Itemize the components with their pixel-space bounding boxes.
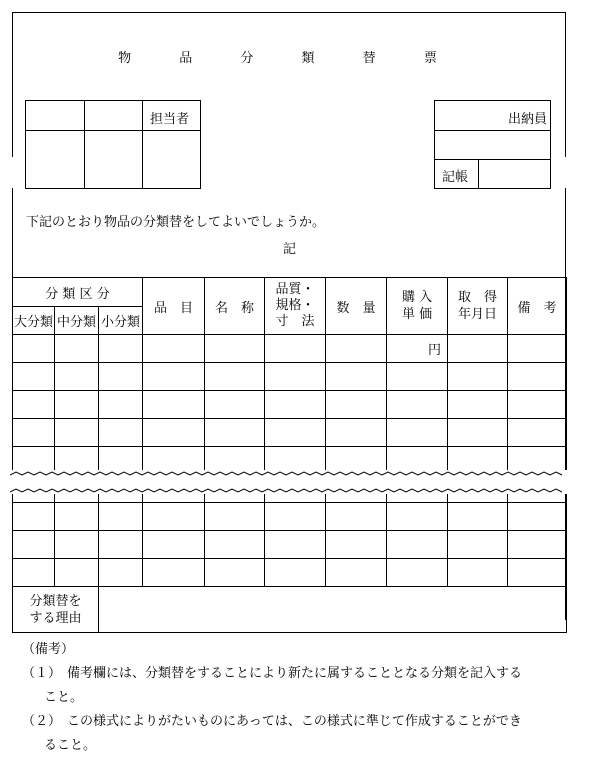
ki-label: 記 (283, 242, 297, 257)
reason-label: 分類替を する理由 (13, 587, 99, 633)
ledger-label: 記帳 (442, 170, 469, 185)
frame-right-top (565, 12, 566, 157)
torn-break (10, 470, 567, 494)
sub-header-medium: 中分類 (55, 307, 99, 335)
table-row (13, 503, 567, 531)
notes-heading: （備考） (22, 642, 75, 657)
table-row (13, 419, 567, 447)
reason-field (99, 587, 567, 633)
item-header: 品 目 (143, 278, 205, 335)
accountant-label: 出納員 (508, 112, 548, 127)
classification-header: 分 類 区 分 (13, 278, 143, 307)
note-item-1: （１） 備考欄には、分類替をすることにより新たに属することとなる分類を記入する こと。 (22, 666, 523, 705)
sub-header-small: 小分類 (99, 307, 143, 335)
table-row (13, 335, 567, 363)
spec-header: 品質・ 規格・ 寸 法 (265, 278, 326, 335)
table-row (13, 391, 567, 419)
yen-unit: 円 (387, 335, 448, 363)
table-row (13, 531, 567, 559)
table-row (13, 363, 567, 391)
frame-top (12, 12, 566, 13)
remarks-header: 備 考 (508, 278, 567, 335)
date-header: 取 得 年月日 (448, 278, 508, 335)
table-row (13, 559, 567, 587)
name-header: 名 称 (205, 278, 265, 335)
form-title: 物 品 分 類 替 票 (118, 51, 459, 66)
price-header: 購 入 単 価 (387, 278, 448, 335)
request-text: 下記のとおり物品の分類替をしてよいでしょうか。 (26, 215, 326, 230)
sub-header-large: 大分類 (13, 307, 55, 335)
note-item-2: （２） この様式によりがたいものにあっては、この様式に準じて作成することができ ること。 (22, 714, 522, 753)
frame-left-top (12, 12, 13, 157)
quantity-header: 数 量 (326, 278, 387, 335)
notes-section (22, 638, 582, 758)
officer-label: 担当者 (150, 112, 190, 127)
classification-table (12, 277, 567, 633)
